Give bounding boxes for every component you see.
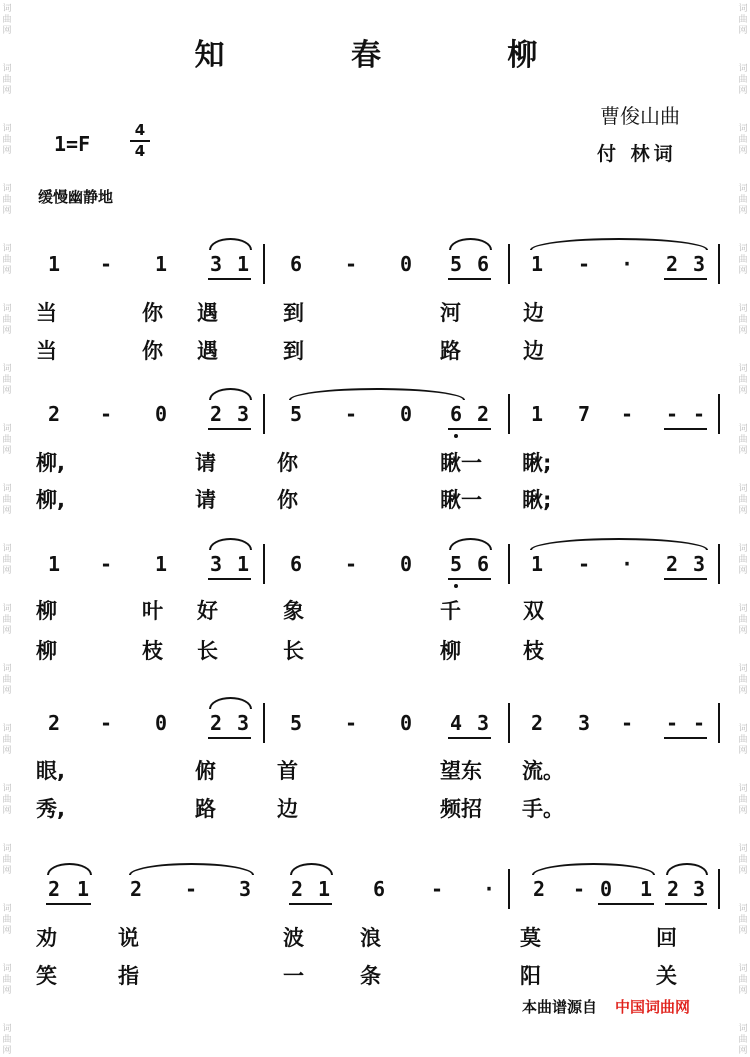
slur [289,388,465,400]
beam [664,278,707,280]
watermark-mark: 词曲网 [2,964,12,996]
beam [448,428,491,430]
note: - [665,711,679,735]
beam [664,428,707,430]
lyric-verse2: 请 [195,488,216,512]
note: 2 [666,877,680,901]
watermark-mark: 词曲网 [738,424,748,456]
lyric-verse1: 莫 [520,926,541,950]
note: 3 [236,711,250,735]
slur [290,863,333,875]
note: 1 [47,552,61,576]
note: 1 [639,877,653,901]
lyric-verse2: 柳, [36,488,65,512]
lyric-verse1: 俯 [195,759,216,783]
watermark-mark: 词曲网 [738,304,748,336]
note: 3 [209,252,223,276]
note: 2 [290,877,304,901]
beam [448,278,491,280]
footer [522,996,690,1017]
lyric-verse2: 一 [283,964,304,988]
octave-dot [454,434,458,438]
watermark-mark: 词曲网 [738,244,748,276]
lyric-verse2: 路 [195,797,216,821]
note: 3 [692,877,706,901]
note: 2 [47,711,61,735]
lyric-verse1: 流。 [522,759,564,783]
watermark-mark: 词曲网 [738,724,748,756]
watermark-mark: 词曲网 [2,304,12,336]
beam [208,278,251,280]
note: - [344,711,358,735]
lyric-verse1: 到 [283,301,304,325]
note: - [665,402,679,426]
slur [209,538,252,550]
note: 3 [476,711,490,735]
lyric-verse1: 瞅一 [440,451,482,475]
slur [209,388,252,400]
footer-site: 中国词曲网 [615,998,691,1016]
barline [263,544,265,584]
lyric-verse2: 频招 [440,797,482,821]
lyric-verse1: 象 [283,599,304,623]
note: - [344,252,358,276]
lyric-verse2: 你 [142,339,163,363]
note: 3 [692,252,706,276]
note: - [572,877,586,901]
note: - [99,552,113,576]
note: 2 [209,402,223,426]
lyric-verse2: 阳 [520,964,541,988]
watermark-mark: 词曲网 [738,1024,748,1056]
lyric-verse2: 瞅一 [440,488,482,512]
note: 1 [236,252,250,276]
lyric-verse1: 瞅; [522,451,552,475]
note: 1 [530,552,544,576]
barline [263,394,265,434]
note: - [99,402,113,426]
meter-top: 4 [134,121,146,139]
note: 6 [449,402,463,426]
note: 1 [530,252,544,276]
tempo-marking: 缓慢幽静地 [38,188,114,206]
watermark-mark: 词曲网 [738,4,748,36]
slur [530,238,708,250]
lyric-verse2: 关 [656,964,677,988]
note: - [620,402,634,426]
watermark-mark: 词曲网 [2,604,12,636]
time-signature [130,122,150,160]
lyric-verse1: 请 [195,451,216,475]
lyric-verse2: 边 [523,339,544,363]
barline [508,544,510,584]
note: 3 [236,402,250,426]
lyric-verse2: 路 [440,339,461,363]
watermark-mark: 词曲网 [738,364,748,396]
watermark-mark: 词曲网 [2,1024,12,1056]
watermark-mark: 词曲网 [2,4,12,36]
watermark-mark: 词曲网 [2,184,12,216]
barline [263,244,265,284]
note: - [430,877,444,901]
beam [208,578,251,580]
note: 2 [530,711,544,735]
watermark-mark: 词曲网 [2,784,12,816]
note: 1 [530,402,544,426]
watermark-mark: 词曲网 [2,724,12,756]
lyric-verse1: 浪 [360,926,381,950]
watermark-mark: 词曲网 [738,664,748,696]
note: · [482,877,496,901]
note: 0 [399,552,413,576]
lyric-verse2: 当 [36,339,57,363]
lyric-verse2: 指 [118,964,139,988]
watermark-mark: 词曲网 [2,904,12,936]
barline [718,244,720,284]
note: - [692,711,706,735]
barline [263,703,265,743]
note: 4 [449,711,463,735]
lyric-verse2: 你 [277,488,298,512]
watermark-mark: 词曲网 [2,124,12,156]
note: 2 [47,877,61,901]
lyric-verse1: 波 [283,926,304,950]
note: 0 [399,711,413,735]
lyric-verse2: 长 [283,639,304,663]
beam [664,578,707,580]
note: - [692,402,706,426]
beam [665,903,707,905]
note: 5 [289,402,303,426]
note: - [184,877,198,901]
watermark-mark: 词曲网 [2,844,12,876]
watermark-mark: 词曲网 [738,64,748,96]
lyric-verse2: 秀, [36,797,65,821]
watermark-mark: 词曲网 [738,844,748,876]
slur [532,863,655,875]
note: 2 [476,402,490,426]
barline [718,869,720,909]
barline [508,869,510,909]
meter-bottom: 4 [134,142,146,160]
note: 2 [665,252,679,276]
beam [46,903,91,905]
key-signature: 1=F [54,132,91,156]
watermark-mark: 词曲网 [2,424,12,456]
lyric-verse2: 柳 [36,639,57,663]
watermark-mark: 词曲网 [738,124,748,156]
note: 6 [289,252,303,276]
barline [718,703,720,743]
lyric-verse1: 说 [118,926,139,950]
note: 5 [449,252,463,276]
slur [666,863,708,875]
lyric-verse1: 望东 [440,759,482,783]
note: 0 [154,402,168,426]
slur [209,697,252,709]
note: - [99,252,113,276]
lyric-verse1: 好 [197,599,218,623]
note: · [620,552,634,576]
slur [449,538,492,550]
watermark-mark: 词曲网 [738,964,748,996]
note: 3 [238,877,252,901]
barline [508,244,510,284]
note: 1 [317,877,331,901]
lyric-verse1: 柳 [36,599,57,623]
lyric-verse2: 手。 [522,797,564,821]
watermark-mark: 词曲网 [2,484,12,516]
note: 0 [599,877,613,901]
lyric-verse1: 柳, [36,451,65,475]
watermark-mark: 词曲网 [2,664,12,696]
note: 2 [129,877,143,901]
lyric-verse1: 劝 [36,926,57,950]
watermark-mark: 词曲网 [738,544,748,576]
lyric-verse1: 眼, [36,759,65,783]
note: 1 [154,552,168,576]
slur [47,863,92,875]
note: - [99,711,113,735]
lyric-verse1: 遇 [197,301,218,325]
barline [718,394,720,434]
slur [129,863,254,875]
lyric-verse1: 首 [277,759,298,783]
octave-dot [454,584,458,588]
lyric-verse2: 遇 [197,339,218,363]
note: 2 [47,402,61,426]
watermark-mark: 词曲网 [738,904,748,936]
lyric-verse2: 笑 [36,964,57,988]
note: 3 [209,552,223,576]
lyricist-credit: 付 林词 [597,143,677,165]
composer-credit: 曹俊山曲 [600,104,680,128]
watermark-mark: 词曲网 [2,544,12,576]
barline [508,703,510,743]
barline [508,394,510,434]
slur [449,238,492,250]
note: 5 [289,711,303,735]
note: 7 [577,402,591,426]
note: - [344,402,358,426]
note: - [620,711,634,735]
footer-source: 本曲谱源自 [522,998,598,1016]
beam [208,428,251,430]
note: 6 [289,552,303,576]
beam [448,578,491,580]
watermark-mark: 词曲网 [738,184,748,216]
lyric-verse2: 边 [277,797,298,821]
beam [289,903,332,905]
note: - [577,252,591,276]
note: - [344,552,358,576]
lyric-verse2: 条 [360,964,381,988]
note: 6 [476,252,490,276]
lyric-verse1: 千 [440,599,461,623]
note: 2 [532,877,546,901]
note: 6 [372,877,386,901]
lyric-verse1: 河 [440,301,461,325]
note: 2 [209,711,223,735]
beam [664,737,707,739]
note: 5 [449,552,463,576]
watermark-mark: 词曲网 [2,244,12,276]
note: · [620,252,634,276]
watermark-mark: 词曲网 [2,364,12,396]
beam [208,737,251,739]
lyric-verse1: 双 [523,599,544,623]
lyric-verse2: 枝 [142,639,163,663]
lyric-verse2: 枝 [523,639,544,663]
song-title: 知 春 柳 [194,38,596,73]
lyric-verse1: 你 [277,451,298,475]
lyric-verse1: 当 [36,301,57,325]
note: 0 [154,711,168,735]
watermark-mark: 词曲网 [738,784,748,816]
slur [530,538,708,550]
lyric-verse1: 你 [142,301,163,325]
beam [598,903,654,905]
note: - [577,552,591,576]
lyric-verse1: 叶 [142,599,163,623]
watermark-mark: 词曲网 [738,604,748,636]
note: 1 [47,252,61,276]
watermark-mark: 词曲网 [2,64,12,96]
note: 1 [154,252,168,276]
note: 1 [236,552,250,576]
note: 0 [399,402,413,426]
note: 3 [692,552,706,576]
note: 2 [665,552,679,576]
note: 0 [399,252,413,276]
lyric-verse1: 边 [523,301,544,325]
note: 3 [577,711,591,735]
lyric-verse2: 长 [197,639,218,663]
lyric-verse2: 到 [283,339,304,363]
barline [718,544,720,584]
lyric-verse2: 瞅; [522,488,552,512]
note: 6 [476,552,490,576]
beam [448,737,491,739]
note: 1 [76,877,90,901]
lyric-verse1: 回 [656,926,677,950]
slur [209,238,252,250]
watermark-mark: 词曲网 [738,484,748,516]
lyric-verse2: 柳 [440,639,461,663]
